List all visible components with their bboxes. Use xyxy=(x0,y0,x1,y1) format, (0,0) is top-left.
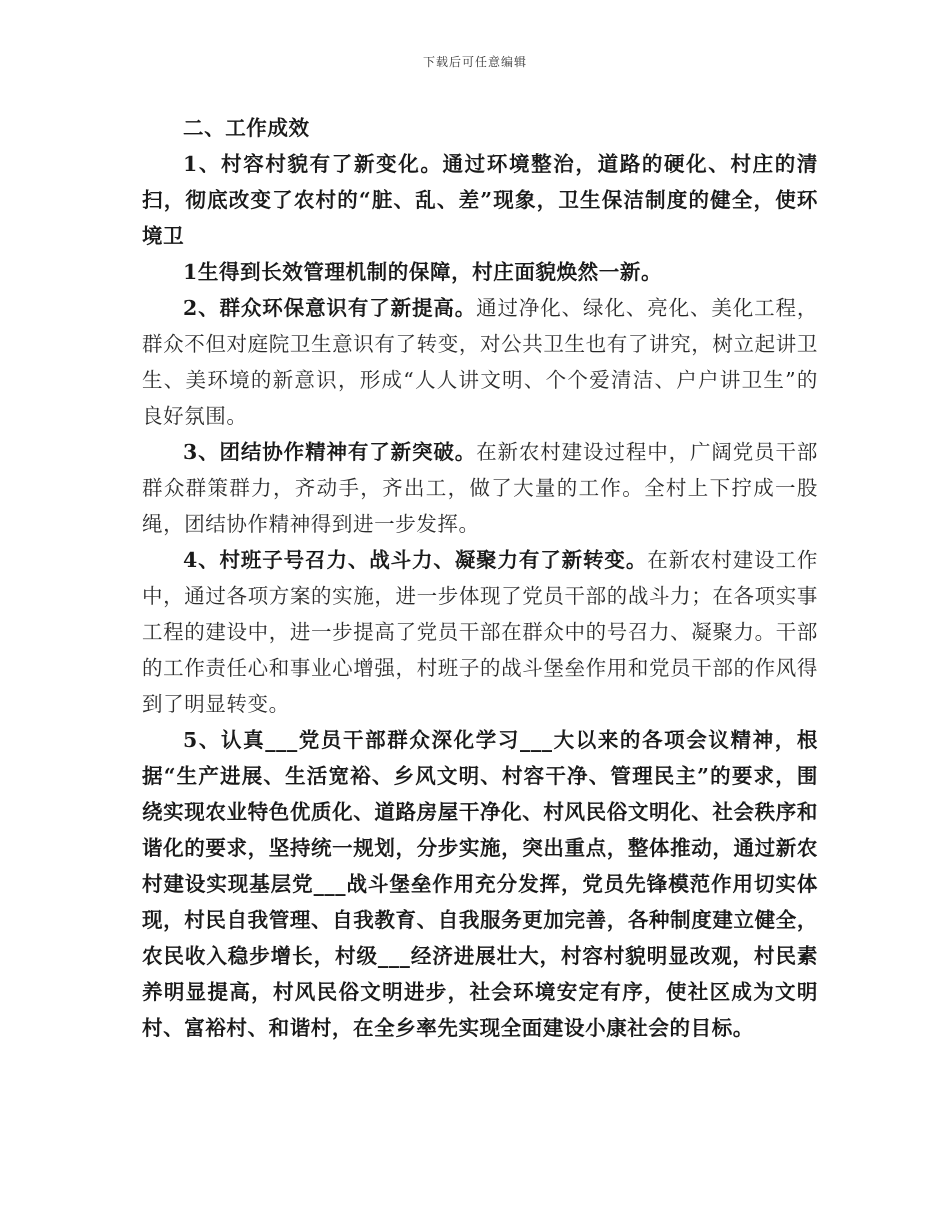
paragraph-4 xyxy=(142,542,818,722)
paragraph-1: 1、村容村貌有了新变化。通过环境整治，道路的硬化、村庄的清扫，彻底改变了农村的“脏、乱、差”现象，卫生保洁制度的健全，使环境卫 xyxy=(142,152,818,248)
section-title: 二、工作成效 xyxy=(183,116,310,140)
paragraph-4-body: 在新农村建设工作中，通过各项方案的实施，进一步体现了党员干部的战斗力；在各项实事工程的建设中，进一步提高了党员干部在群众中的号召力、凝聚力。干部的工作责任心和事业心增强，村班子的战斗堡垒作用和党员干部的作风得到了明显转变。 xyxy=(142,548,818,716)
paragraph-2-lead: 2、群众环保意识有了新提高。 xyxy=(183,296,477,320)
paragraph-1-continued: 1生得到长效管理机制的保障，村庄面貌焕然一新。 xyxy=(183,260,663,284)
paragraph-4-lead: 4、村班子号召力、战斗力、凝聚力有了新转变。 xyxy=(183,548,648,572)
paragraph-3 xyxy=(142,434,818,542)
paragraph-3-body: 在新农村建设过程中，广阔党员干部群众群策群力，齐动手，齐出工，做了大量的工作。全村上下拧成一股绳，团结协作精神得到进一步发挥。 xyxy=(142,440,818,536)
paragraph-2-body: 通过净化、绿化、亮化、美化工程，群众不但对庭院卫生意识有了转变，对公共卫生也有了讲究，树立起讲卫生、美环境的新意识，形成“人人讲文明、个个爱清洁、户户讲卫生”的良好氛围。 xyxy=(142,296,818,428)
header-note: 下载后可任意编辑 xyxy=(422,55,527,69)
paragraph-3-lead: 3、团结协作精神有了新突破。 xyxy=(183,440,477,464)
document-body xyxy=(142,110,818,1046)
paragraph-2 xyxy=(142,290,818,434)
paragraph-5: 5、认真___党员干部群众深化学习___大以来的各项会议精神，根据“生产进展、生活宽裕、乡风文明、村容干净、管理民主”的要求，围绕实现农业特色优质化、道路房屋干净化、村风民俗文明化、社会秩序和谐化的要求，坚持统一规划，分步实施，突出重点，整体推动，通过新农村建设实现基层党___战斗堡垒作用充分发挥，党员先锋模范作用切实体现，村民自我管理、自我教育、自我服务更加完善，各种制度建立健全，农民收入稳步增长，村级___经济进展壮大，村容村貌明显改观，村民素养明显提高，村风民俗文明进步，社会环境安定有序，使社区成为文明村、富裕村、和谐村，在全乡率先实现全面建设小康社会的目标。 xyxy=(142,728,818,1040)
